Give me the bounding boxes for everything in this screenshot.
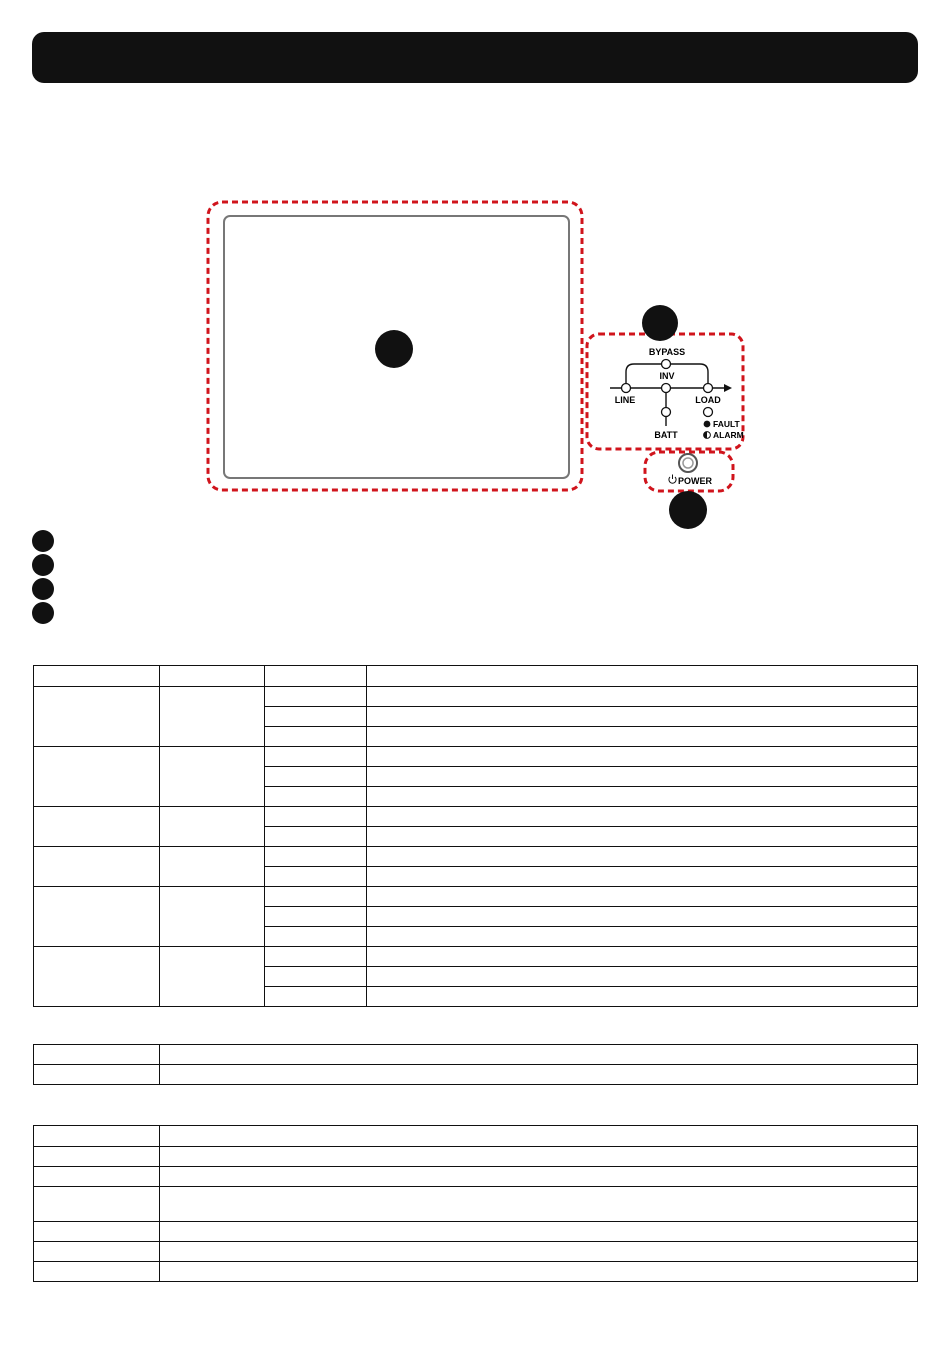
- spec-table: [33, 1125, 918, 1282]
- line-led: [622, 384, 631, 393]
- table-cell: [367, 927, 918, 947]
- callout-2-marker: [642, 305, 678, 341]
- table-cell: [160, 1222, 918, 1242]
- table-cell: [160, 1187, 918, 1222]
- table-cell: [34, 1262, 160, 1282]
- load-led: [704, 384, 713, 393]
- table-cell: [34, 1167, 160, 1187]
- table-cell: [160, 1065, 918, 1085]
- table-cell: [160, 747, 265, 807]
- table-cell: [367, 666, 918, 687]
- table-cell: [265, 867, 367, 887]
- table-cell: [265, 987, 367, 1007]
- table-cell: [265, 687, 367, 707]
- table-cell: [34, 1147, 160, 1167]
- table-cell: [265, 807, 367, 827]
- table-cell: [34, 1222, 160, 1242]
- table-cell: [160, 807, 265, 847]
- alarm-label: ALARM: [713, 430, 744, 440]
- line-label: LINE: [614, 395, 636, 405]
- table-cell: [367, 807, 918, 827]
- table-cell: [367, 907, 918, 927]
- bypass-label: BYPASS: [648, 347, 686, 357]
- table-cell: [265, 787, 367, 807]
- table-cell: [34, 1045, 160, 1065]
- table-cell: [34, 687, 160, 747]
- table-cell: [367, 687, 918, 707]
- table-cell: [160, 687, 265, 747]
- callout-3-marker: [669, 491, 707, 529]
- batt-label: BATT: [654, 430, 678, 440]
- table-cell: [265, 707, 367, 727]
- power-label: POWER: [678, 476, 713, 486]
- table-cell: [367, 947, 918, 967]
- legend-marker-3: [32, 578, 54, 600]
- load-label: LOAD: [695, 395, 721, 405]
- table-cell: [265, 827, 367, 847]
- table-cell: [160, 947, 265, 1007]
- table-cell: [367, 787, 918, 807]
- table-cell: [160, 1126, 918, 1147]
- table-cell: [367, 767, 918, 787]
- table-cell: [265, 907, 367, 927]
- table-cell: [367, 827, 918, 847]
- fault-led: [704, 408, 713, 417]
- small-table: [33, 1044, 918, 1085]
- table-cell: [160, 1167, 918, 1187]
- table-cell: [265, 947, 367, 967]
- table-cell: [34, 947, 160, 1007]
- table-cell: [367, 987, 918, 1007]
- legend-marker-4: [32, 602, 54, 624]
- table-cell: [34, 1187, 160, 1222]
- table-cell: [160, 1242, 918, 1262]
- table-cell: [265, 927, 367, 947]
- table-cell: [265, 887, 367, 907]
- table-cell: [367, 887, 918, 907]
- table-cell: [160, 887, 265, 947]
- legend-marker-1: [32, 530, 54, 552]
- power-button-inner[interactable]: [683, 458, 693, 468]
- table-cell: [34, 1065, 160, 1085]
- table-cell: [265, 967, 367, 987]
- inv-led: [662, 384, 671, 393]
- legend-marker-2: [32, 554, 54, 576]
- table-cell: [34, 666, 160, 687]
- table-cell: [265, 767, 367, 787]
- table-cell: [160, 1147, 918, 1167]
- table-cell: [265, 847, 367, 867]
- front-panel-diagram: [0, 0, 950, 540]
- fault-solid-icon: [704, 421, 711, 428]
- table-cell: [34, 807, 160, 847]
- fault-label: FAULT: [713, 419, 740, 429]
- table-cell: [265, 727, 367, 747]
- led-status-table: [33, 665, 918, 1007]
- table-cell: [367, 847, 918, 867]
- bypass-led: [662, 360, 671, 369]
- callout-1-marker: [375, 330, 413, 368]
- batt-led: [662, 408, 671, 417]
- table-cell: [367, 707, 918, 727]
- table-cell: [367, 747, 918, 767]
- table-cell: [160, 1262, 918, 1282]
- table-cell: [34, 1242, 160, 1262]
- table-cell: [34, 887, 160, 947]
- load-arrow: [724, 384, 732, 392]
- table-cell: [34, 1126, 160, 1147]
- table-cell: [34, 747, 160, 807]
- table-cell: [34, 847, 160, 887]
- table-cell: [367, 867, 918, 887]
- power-icon: [669, 475, 676, 484]
- table-cell: [367, 727, 918, 747]
- table-cell: [160, 666, 265, 687]
- table-cell: [367, 967, 918, 987]
- table-cell: [265, 747, 367, 767]
- inv-label: INV: [659, 371, 675, 381]
- table-cell: [160, 1045, 918, 1065]
- table-cell: [265, 666, 367, 687]
- table-cell: [160, 847, 265, 887]
